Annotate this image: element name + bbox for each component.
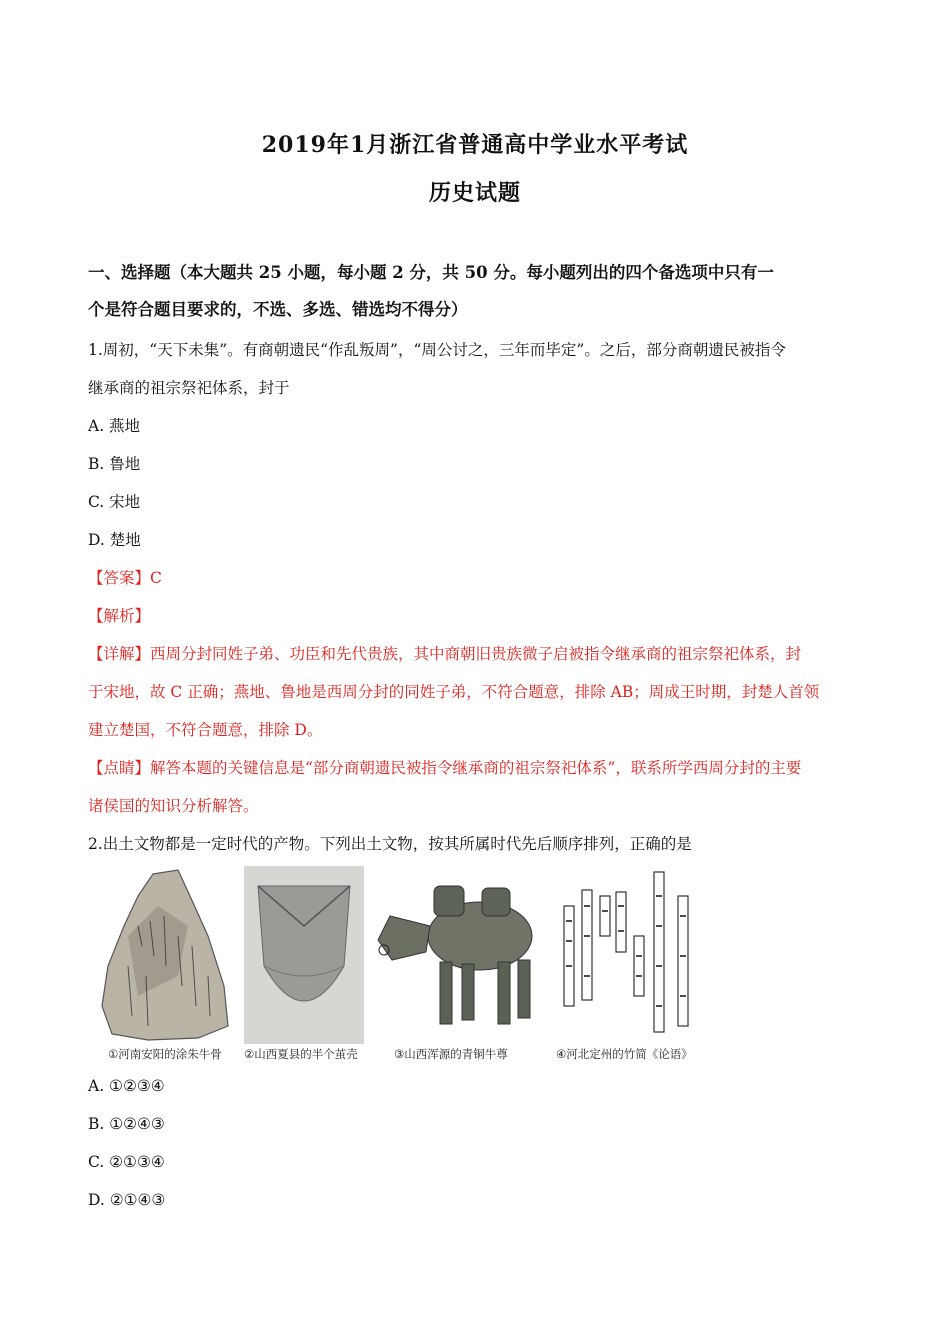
exam-title: 2019年1月浙江省普通高中学业水平考试 — [261, 132, 689, 158]
q2-option-d: D. ②①④③ — [88, 1191, 166, 1209]
oracle-bone-image — [98, 866, 238, 1044]
q2-option-b: B. ①②④③ — [88, 1115, 165, 1133]
q1-option-d: D. 楚地 — [88, 531, 141, 549]
artifact-figures — [98, 866, 738, 1062]
bamboo-slips-image — [554, 866, 724, 1044]
section-heading-line2: 个是符合题目要求的，不选、多选、错选均不得分） — [88, 300, 468, 319]
q1-analysis-label: 【解析】 — [88, 607, 151, 625]
q1-stem-line1: 1.周初，“天下未集”。有商朝遗民“作乱叛周”，“周公讨之，三年而毕定”。之后，部分商朝遗民被指令 — [88, 341, 786, 359]
caption-1: ①河南安阳的涂朱牛骨 — [108, 1047, 222, 1061]
section-heading-line1: 一、选择题（本大题共 25 小题，每小题 2 分，共 50 分。每小题列出的四个备选项中只有一 — [88, 263, 774, 282]
q1-detail-line3: 建立楚国，不符合题意，排除 D。 — [88, 721, 323, 739]
q1-tip-line1: 【点睛】解答本题的关键信息是“部分商朝遗民被指令继承商的祖宗祭祀体系”，联系所学西周分封的主要 — [88, 759, 802, 777]
caption-4: ④河北定州的竹简《论语》 — [556, 1047, 693, 1061]
q2-option-c: C. ②①③④ — [88, 1153, 165, 1171]
q1-option-b: B. 鲁地 — [88, 455, 141, 473]
caption-3: ③山西浑源的青铜牛尊 — [394, 1047, 508, 1061]
q1-tip-line2: 诸侯国的知识分析解答。 — [88, 797, 259, 815]
bronze-ox-image — [370, 866, 548, 1044]
q2-option-a: A. ①②③④ — [88, 1077, 165, 1095]
q1-detail-line2: 于宋地，故 C 正确；燕地、鲁地是西周分封的同姓子弟，不符合题意，排除 AB；周成王时期，封楚人首领 — [88, 683, 820, 701]
q2-stem: 2.出土文物都是一定时代的产物。下列出土文物，按其所属时代先后顺序排列，正确的是 — [88, 835, 692, 853]
q1-detail-line1: 【详解】西周分封同姓子弟、功臣和先代贵族，其中商朝旧贵族微子启被指令继承商的祖宗祭祀体系，封 — [88, 645, 802, 663]
q1-option-a: A. 燕地 — [88, 417, 141, 435]
cocoon-image — [244, 866, 364, 1044]
q1-answer: 【答案】C — [88, 569, 162, 587]
caption-2: ②山西夏县的半个茧壳 — [244, 1047, 358, 1061]
exam-subtitle: 历史试题 — [428, 180, 521, 206]
q1-option-c: C. 宋地 — [88, 493, 141, 511]
q1-stem-line2: 继承商的祖宗祭祀体系，封于 — [88, 379, 290, 397]
